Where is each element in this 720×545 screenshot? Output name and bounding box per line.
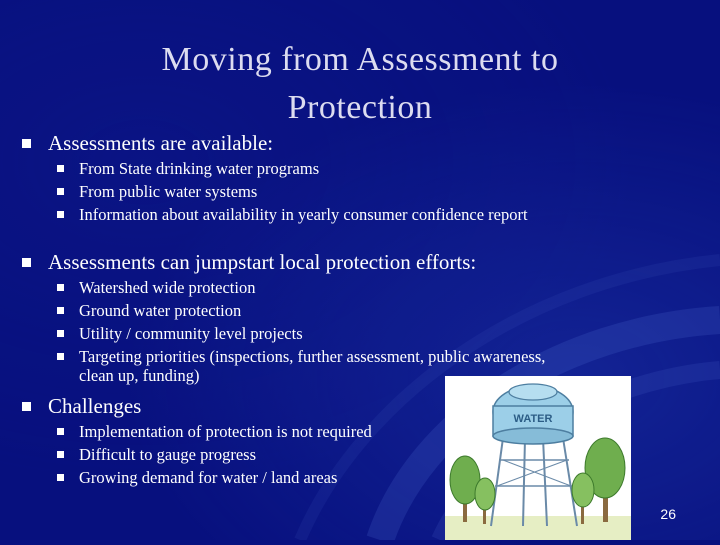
sub-bullet-text: Watershed wide protection xyxy=(79,278,256,297)
sub-bullet-text: From public water systems xyxy=(79,182,258,201)
sub-bullet xyxy=(57,278,577,297)
section-heading: Challenges xyxy=(48,394,142,418)
sub-bullet-text: From State drinking water programs xyxy=(79,159,320,178)
sub-bullet-text: Information about availability in yearly consumer confidence report xyxy=(79,205,528,224)
sub-bullet xyxy=(57,445,437,464)
tank-label: WATER xyxy=(513,413,553,425)
sub-bullet-text: Implementation of protection is not required xyxy=(79,422,372,441)
water-tower-icon xyxy=(445,376,631,540)
square-bullet-icon xyxy=(57,353,64,360)
section-heading: Assessments are available: xyxy=(48,131,274,155)
square-bullet-icon xyxy=(57,165,64,172)
square-bullet-icon xyxy=(57,330,64,337)
title-line-2: Protection xyxy=(287,89,433,126)
sub-bullet-text: Ground water protection xyxy=(79,301,242,320)
slide-title xyxy=(60,36,660,132)
square-bullet-icon xyxy=(57,307,64,314)
sub-bullet-text: Difficult to gauge progress xyxy=(79,445,257,464)
sub-bullet xyxy=(57,205,557,224)
sub-bullet-text: Targeting priorities (inspections, further assessment, public awareness, clean up, funding) xyxy=(79,347,546,385)
square-bullet-icon xyxy=(57,451,64,458)
sub-bullet-text: Utility / community level projects xyxy=(79,324,303,343)
sub-bullet xyxy=(57,182,577,201)
page-number: 26 xyxy=(660,506,676,522)
square-bullet-icon xyxy=(22,402,31,411)
square-bullet-icon xyxy=(22,258,31,267)
sub-bullet xyxy=(57,324,577,343)
sub-bullet xyxy=(57,468,437,487)
square-bullet-icon xyxy=(57,188,64,195)
section-heading: Assessments can jumpstart local protection efforts: xyxy=(48,250,477,274)
sub-bullet-text: Growing demand for water / land areas xyxy=(79,468,338,487)
square-bullet-icon xyxy=(57,474,64,481)
sub-bullet xyxy=(57,422,437,441)
square-bullet-icon xyxy=(22,139,31,148)
title-line-1: Moving from Assessment to xyxy=(161,41,559,78)
square-bullet-icon xyxy=(57,428,64,435)
square-bullet-icon xyxy=(57,211,64,218)
sub-bullet xyxy=(57,159,577,178)
water-tower-illustration xyxy=(445,376,631,540)
sub-bullet xyxy=(57,301,577,320)
square-bullet-icon xyxy=(57,284,64,291)
